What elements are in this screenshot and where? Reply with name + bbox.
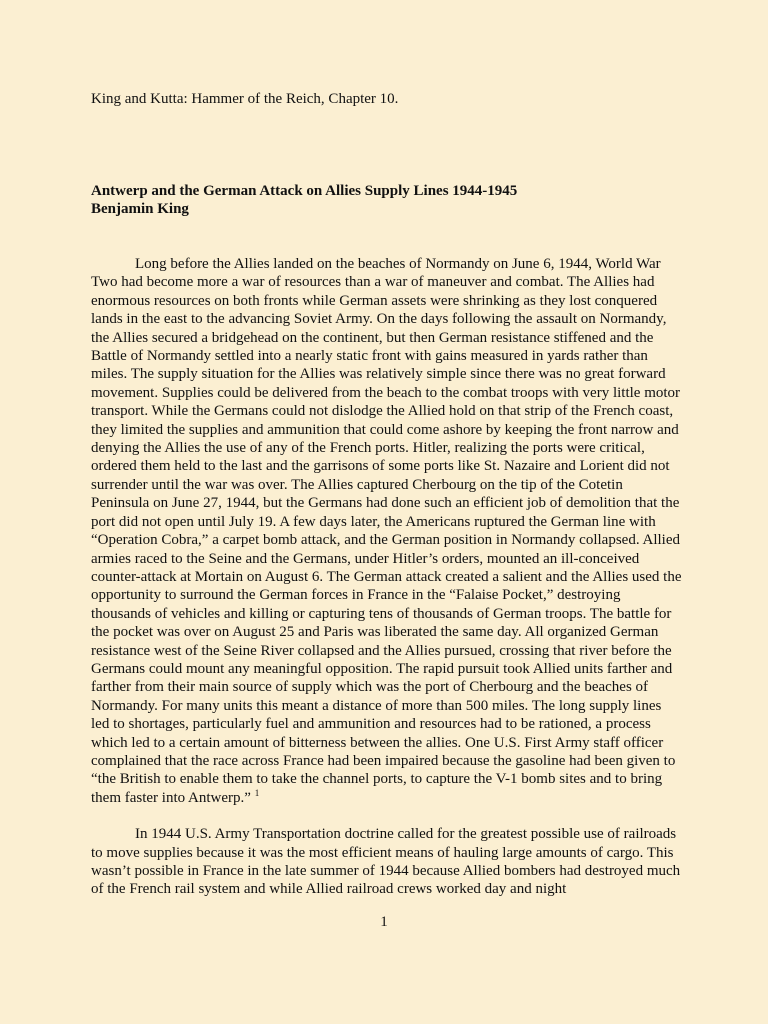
paragraph	[91, 255, 683, 807]
title-block	[91, 182, 711, 219]
paragraph-text: In 1944 U.S. Army Transportation doctrine called for the greatest possible use of railroads to move supplies because it was the most efficient means of hauling large amounts of cargo. This wasn’t possible in France in the late summer of 1944 because Allied bombers had destroyed much of the French rail system and while Allied railroad crews worked day and night	[91, 826, 681, 898]
running-header: King and Kutta: Hammer of the Reich, Chapter 10.	[91, 91, 399, 107]
page-number: 1	[380, 914, 388, 930]
paragraph-text: Long before the Allies landed on the beaches of Normandy on June 6, 1944, World War Two had become more a war of resources than a war of maneuver and combat. The Allies had enormous resources on both fronts while German assets were shrinking as they lost conquered lands in the east to the advancing Soviet Army. On the days following the assault on Normandy, the Allies secured a bridgehead on the continent, but then German resistance stiffened and the Battle of Normandy settled into a nearly static front with gains measured in yards rather than miles. The supply situation for the Allies was relatively simple since there was no great forward movement. Supplies could be delivered from the beach to the combat troops with very little motor transport. While the Germans could not dislodge the Allied hold on that strip of the French coast, they limited the supplies and ammunition that could come ashore by keeping the front narrow and denying the Allies the use of any of the French ports. Hitler, realizing the ports were critical, ordered them held to the last and the garrisons of some ports like St. Nazaire and Lorient did not surrender until the war was over. The Allies captured Cherbourg on the tip of the Cotetin Peninsula on June 27, 1944, but the Germans had done such an efficient job of demolition that the port did not open until July 19. A few days later, the Americans ruptured the German line with “Operation Cobra,” a carpet bomb attack, and the German position in Normandy collapsed. Allied armies raced to the Seine and the Germans, under Hitler’s orders, mounted an ill-conceived counter-attack at Mortain on August 6. The German attack created a salient and the Allies used the opportunity to surround the German forces in France in the “Falaise Pocket,” destroying thousands of vehicles and killing or capturing tens of thousands of German troops. The battle for the pocket was over on August 25 and Paris was liberated the same day. All organized German resistance west of the Seine River collapsed and the Allies pursued, crossing that river before the Germans could mount any meaningful opposition. The rapid pursuit took Allied units farther and farther from their main source of supply which was the port of Cherbourg and the beaches of Normandy. For many units this meant a distance of more than 500 miles. The long supply lines led to shortages, particularly fuel and ammunition and resources had to be rationed, a process which led to a certain amount of bitterness between the allies. One U.S. First Army staff officer complained that the race across France had been impaired because the gasoline had been given to “the British to enable them to take the channel ports, to capture the V-1 bomb sites and to bring them faster into Antwerp.”	[91, 256, 682, 806]
author-name: Benjamin King	[91, 201, 189, 218]
footnote-marker: 1	[254, 787, 260, 798]
article-title: Antwerp and the German Attack on Allies Supply Lines 1944-1945	[91, 183, 518, 199]
paragraph	[91, 825, 683, 899]
body-text	[91, 255, 683, 899]
